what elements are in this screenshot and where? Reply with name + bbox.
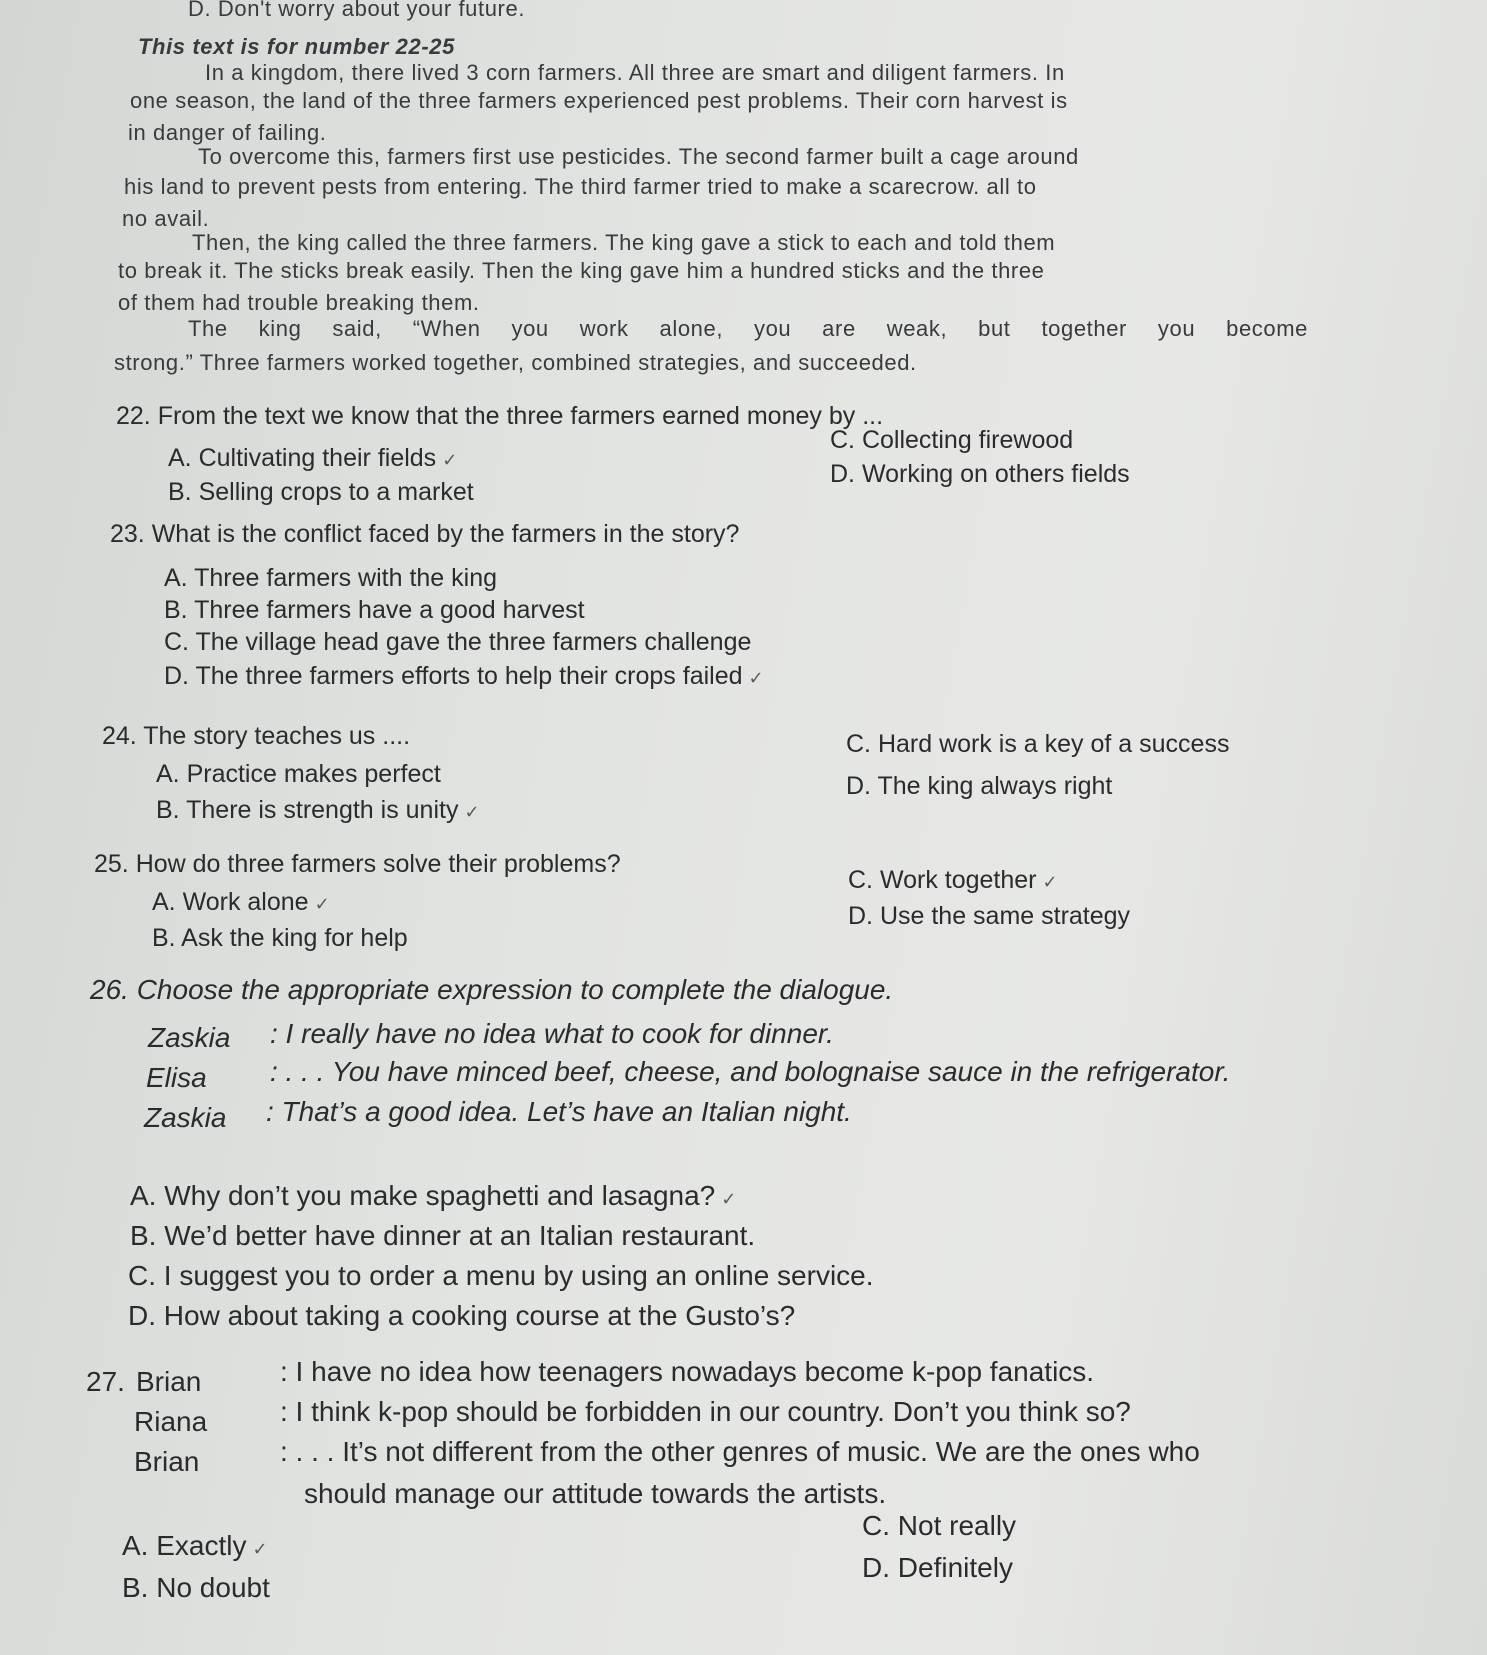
q25-option-c: C. Work together ✓: [848, 866, 1058, 894]
q27-line-2: : I think k-pop should be forbidden in our country. Don’t you think so?: [280, 1396, 1131, 1427]
q27-option-c: C. Not really: [862, 1510, 1017, 1541]
q25-option-d: D. Use the same strategy: [848, 902, 1131, 930]
check-mark-icon: ✓: [721, 1189, 737, 1209]
q27-speaker-1: Brian: [136, 1366, 202, 1397]
check-mark-icon: ✓: [442, 450, 458, 470]
q27-option-d: D. Definitely: [862, 1552, 1013, 1583]
previous-option-d: D. Don't worry about your future.: [188, 0, 526, 21]
q27-line-3: : . . . It’s not different from the other genres of music. We are the ones who: [280, 1436, 1200, 1467]
question-26: 26. Choose the appropriate expression to complete the dialogue.: [90, 974, 894, 1005]
q26-option-a: A. Why don’t you make spaghetti and lasagna? ✓: [130, 1180, 737, 1211]
paragraph-3-line-2: to break it. The sticks break easily. Then the king gave him a hundred sticks and the three: [118, 258, 1045, 283]
q22-option-c: C. Collecting firewood: [830, 426, 1074, 454]
q24-option-b: B. There is strength is unity ✓: [156, 796, 480, 824]
q26-option-b: B. We’d better have dinner at an Italian restaurant.: [130, 1220, 756, 1251]
q22-option-b: B. Selling crops to a market: [168, 478, 474, 506]
q27-line-1: : I have no idea how teenagers nowadays become k-pop fanatics.: [280, 1356, 1095, 1387]
q24-option-d: D. The king always right: [846, 772, 1113, 800]
q23-option-b: B. Three farmers have a good harvest: [164, 596, 585, 624]
paragraph-2-line-1: To overcome this, farmers first use pesticides. The second farmer built a cage around: [198, 144, 1079, 169]
q24-option-c: C. Hard work is a key of a success: [846, 730, 1230, 758]
question-27-number: 27.: [86, 1366, 125, 1397]
q25-option-a: A. Work alone ✓: [152, 888, 330, 916]
q26-line-3: : That’s a good idea. Let’s have an Italian night.: [266, 1096, 852, 1127]
q25-option-b: B. Ask the king for help: [152, 924, 408, 952]
paragraph-3-line-1: Then, the king called the three farmers. The king gave a stick to each and told them: [192, 230, 1056, 255]
q27-line-continuation: should manage our attitude towards the artists.: [304, 1478, 887, 1509]
question-23: 23. What is the conflict faced by the farmers in the story?: [110, 520, 740, 548]
q26-option-c: C. I suggest you to order a menu by using an online service.: [128, 1260, 874, 1291]
check-mark-icon: ✓: [464, 802, 480, 822]
q26-option-d: D. How about taking a cooking course at the Gusto’s?: [128, 1300, 796, 1331]
check-mark-icon: ✓: [748, 668, 764, 688]
q23-option-a: A. Three farmers with the king: [164, 564, 498, 592]
paragraph-1-line-1: In a kingdom, there lived 3 corn farmers. All three are smart and diligent farmers. In: [205, 60, 1065, 85]
paragraph-2-line-2: his land to prevent pests from entering. The third farmer tried to make a scarecrow. all to: [124, 174, 1037, 199]
q26-line-1: : I really have no idea what to cook for dinner.: [270, 1018, 834, 1049]
q23-option-c: C. The village head gave the three farmers challenge: [164, 628, 752, 656]
paragraph-4-line-1: The king said, “When you work alone, you are weak, but together you become: [188, 316, 1308, 341]
check-mark-icon: ✓: [1042, 872, 1058, 892]
check-mark-icon: ✓: [314, 894, 330, 914]
paragraph-4-line-2: strong.” Three farmers worked together, combined strategies, and succeeded.: [114, 350, 917, 375]
check-mark-icon: ✓: [252, 1539, 268, 1559]
q22-option-a: A. Cultivating their fields ✓: [168, 444, 458, 472]
paragraph-3-line-3: of them had trouble breaking them.: [118, 290, 480, 315]
q26-line-2: : . . . You have minced beef, cheese, and bolognaise sauce in the refrigerator.: [270, 1056, 1231, 1087]
q27-option-b: B. No doubt: [122, 1572, 270, 1603]
q27-speaker-2: Riana: [134, 1406, 208, 1437]
q26-speaker-2: Elisa: [146, 1062, 207, 1093]
q27-speaker-3: Brian: [134, 1446, 200, 1477]
q24-option-a: A. Practice makes perfect: [156, 760, 441, 788]
q26-speaker-1: Zaskia: [148, 1022, 231, 1053]
q26-speaker-3: Zaskia: [144, 1102, 227, 1133]
q22-option-d: D. Working on others fields: [830, 460, 1130, 488]
question-25: 25. How do three farmers solve their problems?: [94, 850, 621, 878]
reading-heading: This text is for number 22-25: [138, 34, 455, 59]
paragraph-1-line-3: in danger of failing.: [128, 120, 327, 145]
paragraph-2-line-3: no avail.: [122, 206, 210, 231]
question-24: 24. The story teaches us ....: [102, 722, 411, 750]
q23-option-d: D. The three farmers efforts to help their crops failed ✓: [164, 662, 764, 690]
paragraph-1-line-2: one season, the land of the three farmers experienced pest problems. Their corn harvest is: [130, 88, 1068, 113]
q27-option-a: A. Exactly ✓: [122, 1530, 268, 1561]
question-22: 22. From the text we know that the three farmers earned money by ...: [116, 402, 884, 430]
